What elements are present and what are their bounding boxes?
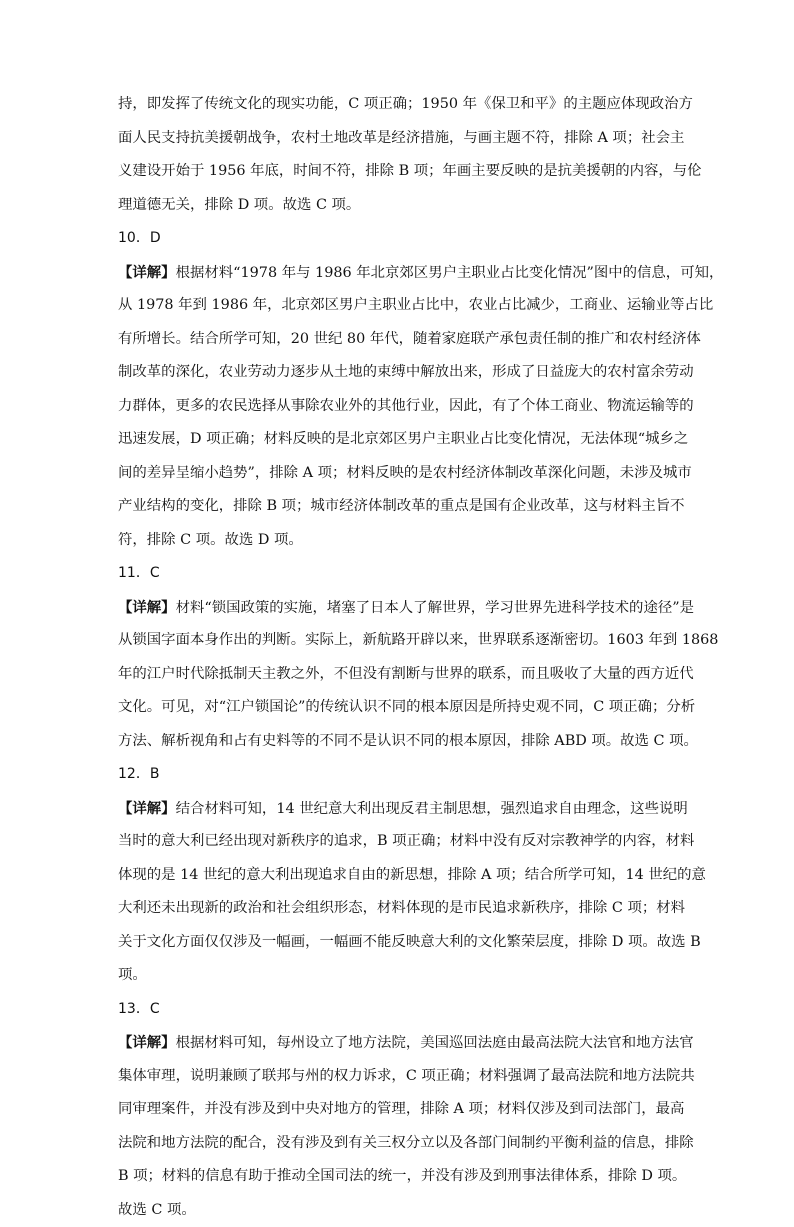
text-line: 迅速发展，D 项正确；材料反映的是北京郊区男户主职业占比变化情况，无法体现“城乡之 (118, 423, 678, 457)
answer-page (118, 88, 678, 1227)
text-line: 集体审理，说明兼顾了联邦与州的权力诉求，C 项正确；材料强调了最高法院和地方法院共 (118, 1060, 678, 1094)
detail-tag: 【详解】 (118, 1034, 176, 1051)
text-line: 从 1978 年到 1986 年，北京郊区男户主职业占比中，农业占比减少，工商业、运输业等占比 (118, 289, 678, 323)
intro-paragraph (118, 88, 678, 222)
text-line: 当时的意大利已经出现对新秩序的追求，B 项正确；材料中没有反对宗教神学的内容，材料 (118, 825, 678, 859)
explanation-text: 材料“锁国政策的实施，堵塞了日本人了解世界，学习世界先进科学技术的途径”是 (176, 600, 694, 616)
question-12 (118, 758, 678, 993)
question-number: 11．C (118, 557, 678, 591)
detail-tag: 【详解】 (118, 264, 176, 281)
text-line: 体现的是 14 世纪的意大利出现追求自由的新思想，排除 A 项；结合所学可知，14 世纪的意 (118, 859, 678, 893)
text-line: 符，排除 C 项。故选 D 项。 (118, 524, 678, 558)
question-number: 12．B (118, 758, 678, 792)
text-line: 年的江户时代除抵制天主教之外，不但没有割断与世界的联系，而且吸收了大量的西方近代 (118, 658, 678, 692)
explanation-text: 结合材料可知，14 世纪意大利出现反君主制思想，强烈追求自由理念，这些说明 (176, 801, 688, 817)
text-line: 文化。可见，对“江户锁国论”的传统认识不同的根本原因是所持史观不同，C 项正确；分析 (118, 691, 678, 725)
explanation-first-line (118, 256, 678, 290)
text-line: 从锁国字面本身作出的判断。实际上，新航路开辟以来，世界联系逐渐密切。1603 年到 1868 (118, 624, 678, 658)
question-10 (118, 222, 678, 557)
text-line: 故选 C 项。 (118, 1194, 678, 1227)
text-line: 力群体，更多的农民选择从事除农业外的其他行业，因此，有了个体工商业、物流运输等的 (118, 390, 678, 424)
text-line: B 项；材料的信息有助于推动全国司法的统一，并没有涉及到刑事法律体系，排除 D 项。 (118, 1160, 678, 1194)
text-line: 持，即发挥了传统文化的现实功能，C 项正确；1950 年《保卫和平》的主题应体现政治方 (118, 88, 678, 122)
text-line: 方法、解析视角和占有史料等的不同不是认识不同的根本原因，排除 ABD 项。故选 C 项。 (118, 725, 678, 759)
explanation-text: 根据材料可知，每州设立了地方法院，美国巡回法庭由最高法院大法官和地方法官 (176, 1035, 694, 1051)
explanation-first-line (118, 591, 678, 625)
text-line: 大利还未出现新的政治和社会组织形态，材料体现的是市民追求新秩序，排除 C 项；材料 (118, 892, 678, 926)
question-number: 10．D (118, 222, 678, 256)
text-line: 间的差异呈缩小趋势”，排除 A 项；材料反映的是农村经济体制改革深化问题，未涉及城市 (118, 457, 678, 491)
text-line: 法院和地方法院的配合，没有涉及到有关三权分立以及各部门间制约平衡利益的信息，排除 (118, 1127, 678, 1161)
explanation-first-line (118, 1026, 678, 1060)
question-number: 13．C (118, 993, 678, 1027)
text-line: 产业结构的变化，排除 B 项；城市经济体制改革的重点是国有企业改革，这与材料主旨不 (118, 490, 678, 524)
detail-tag: 【详解】 (118, 800, 176, 817)
detail-tag: 【详解】 (118, 599, 176, 616)
text-line: 项。 (118, 959, 678, 993)
explanation-first-line (118, 792, 678, 826)
text-line: 面人民支持抗美援朝战争，农村土地改革是经济措施，与画主题不符，排除 A 项；社会主 (118, 122, 678, 156)
question-13 (118, 993, 678, 1227)
text-line: 同审理案件，并没有涉及到中央对地方的管理，排除 A 项；材料仅涉及到司法部门，最高 (118, 1093, 678, 1127)
text-line: 有所增长。结合所学可知，20 世纪 80 年代，随着家庭联产承包责任制的推广和农村经济体 (118, 323, 678, 357)
text-line: 理道德无关，排除 D 项。故选 C 项。 (118, 189, 678, 223)
question-11 (118, 557, 678, 758)
text-line: 关于文化方面仅仅涉及一幅画，一幅画不能反映意大利的文化繁荣层度，排除 D 项。故选 B (118, 926, 678, 960)
text-line: 义建设开始于 1956 年底，时间不符，排除 B 项；年画主要反映的是抗美援朝的内容，与伦 (118, 155, 678, 189)
text-line: 制改革的深化，农业劳动力逐步从土地的束缚中解放出来，形成了日益庞大的农村富余劳动 (118, 356, 678, 390)
explanation-text: 根据材料“1978 年与 1986 年北京郊区男户主职业占比变化情况”图中的信息，可知， (176, 265, 724, 281)
